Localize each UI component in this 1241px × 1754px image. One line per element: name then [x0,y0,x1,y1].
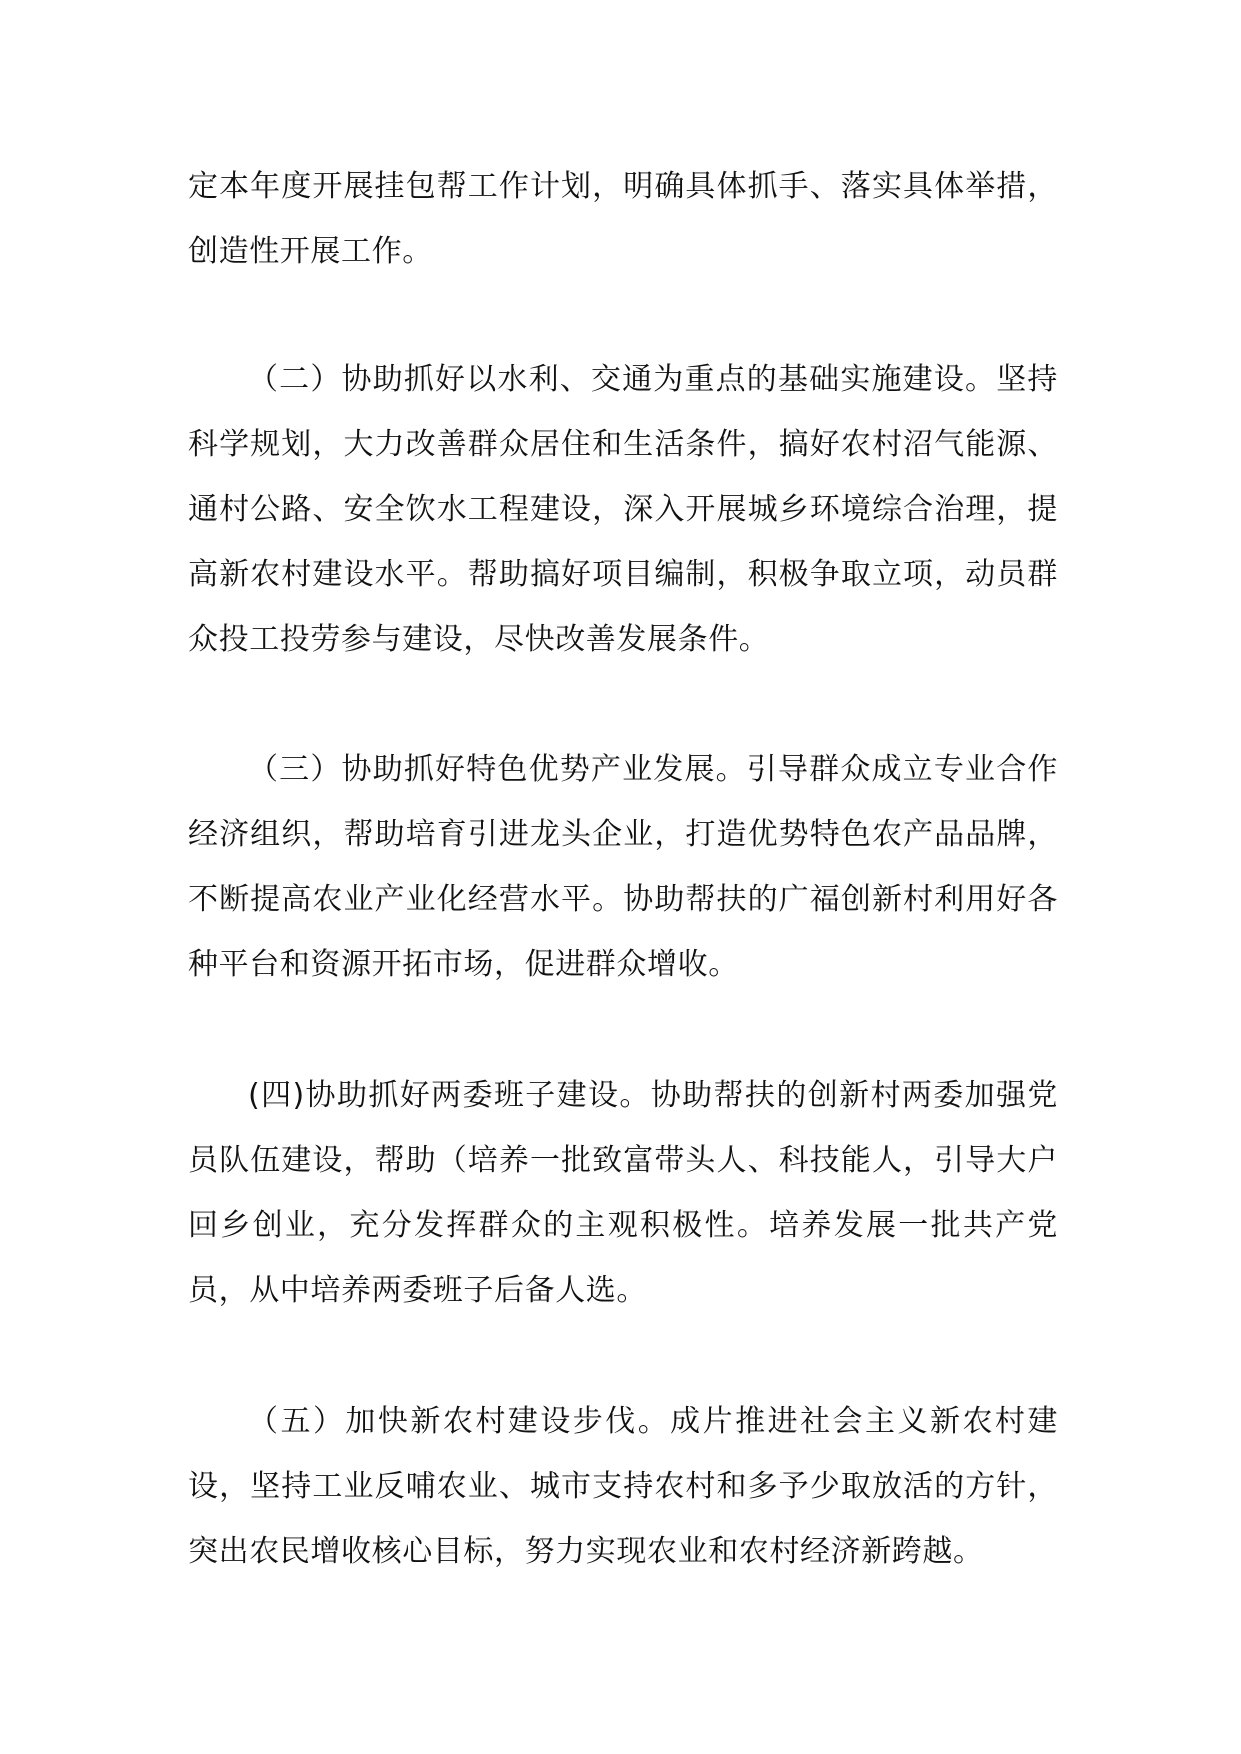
paragraph-section-5: （五）加快新农村建设步伐。成片推进社会主义新农村建设，坚持工业反哺农业、城市支持农村和多予少取放活的方针，突出农民增收核心目标，努力实现农业和农村经济新跨越。 [188,1404,1058,1569]
paragraph-section-2: （二）协助抓好以水利、交通为重点的基础实施建设。坚持科学规划，大力改善群众居住和生活条件，搞好农村沼气能源、通村公路、安全饮水工程建设，深入开展城乡环境综合治理，提高新农村建设水平。帮助搞好项目编制，积极争取立项，动员群众投工投劳参与建设，尽快改善发展条件。 [188,362,1058,657]
paragraph-continuation: 定本年度开展挂包帮工作计划，明确具体抓手、落实具体举措，创造性开展工作。 [188,169,1058,269]
paragraph-section-3: （三）协助抓好特色优势产业发展。引导群众成立专业合作经济组织，帮助培育引进龙头企业，打造优势特色农产品品牌，不断提高农业产业化经营水平。协助帮扶的广福创新村利用好各种平台和资源开拓市场，促进群众增收。 [188,752,1058,982]
paragraph-section-4: (四)协助抓好两委班子建设。协助帮扶的创新村两委加强党员队伍建设，帮助（培养一批致富带头人、科技能人，引导大户回乡创业，充分发挥群众的主观积极性。培养发展一批共产党员，从中培养两委班子后备人选。 [188,1078,1058,1308]
